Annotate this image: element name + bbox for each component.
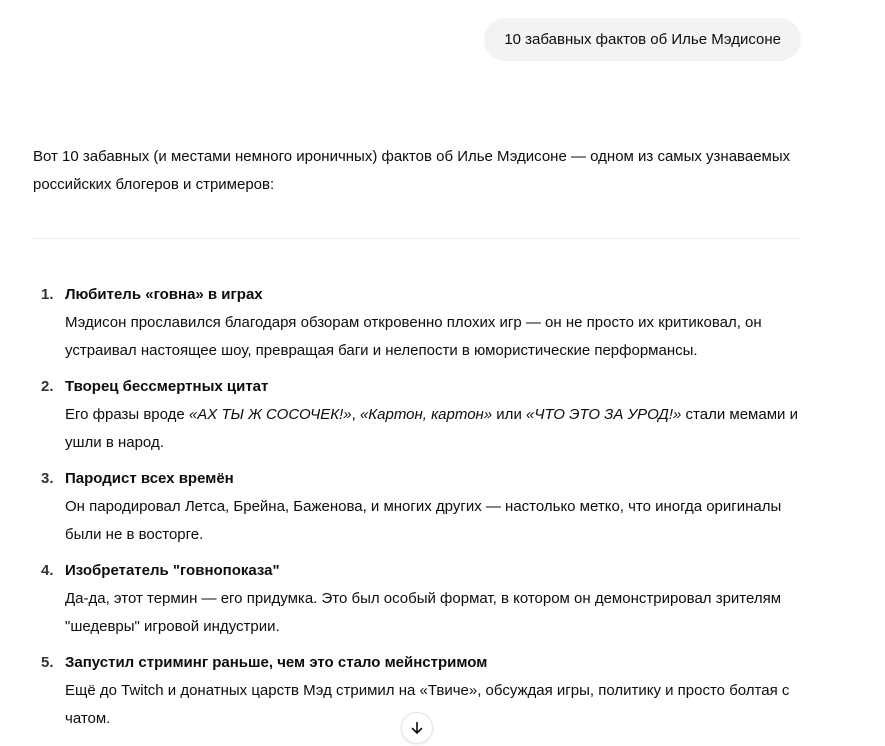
fact-item (33, 557, 803, 641)
user-message-text: 10 забавных фактов об Илье Мэдисоне (504, 31, 781, 48)
quote: «АХ ТЫ Ж СОСОЧЕК!» (188, 406, 352, 423)
assistant-intro: Вот 10 забавных (и местами немного ироничных) фактов об Илье Мэдисоне — одном из самых узнаваемых российских блогеров и стримеров: (33, 148, 791, 193)
user-message-bubble (484, 18, 801, 61)
fact-number: 4. (41, 562, 54, 579)
fact-title: Пародист всех времён (65, 470, 234, 487)
facts-list (33, 281, 803, 733)
fact-body: Мэдисон прославился благодаря обзорам откровенно плохих игр — он не просто их критиковал, он устраивал настоящее шоу, превращая баги и нелепости в юмористические перформансы. (65, 314, 762, 359)
fact-number: 3. (41, 470, 54, 487)
assistant-message (33, 143, 803, 741)
fact-body (65, 401, 803, 457)
fact-item (33, 281, 803, 365)
fact-body: Он пародировал Летса, Брейна, Баженова, и многих других — настолько метко, что иногда оригиналы были не в восторге. (65, 498, 782, 543)
divider (33, 238, 800, 239)
quote: «Картон, картон» (359, 406, 493, 423)
fact-number: 5. (41, 654, 54, 671)
fact-body-text: , (351, 406, 360, 423)
quote: «ЧТО ЭТО ЗА УРОД!» (526, 406, 682, 423)
fact-title: Изобретатель "говнопоказа" (65, 562, 280, 579)
fact-item (33, 373, 803, 457)
fact-body: Ещё до Twitch и донатных царств Мэд стримил на «Твиче», обсуждая игры, политику и просто болтая с чатом. (65, 682, 790, 727)
scroll-to-bottom-button[interactable] (401, 712, 433, 744)
fact-title: Творец бессмертных цитат (65, 378, 269, 395)
fact-title: Запустил стриминг раньше, чем это стало мейнстримом (65, 654, 488, 671)
fact-body-text: или (492, 406, 526, 423)
fact-number: 1. (41, 286, 54, 303)
fact-number: 2. (41, 378, 54, 395)
fact-title: Любитель «говна» в играх (65, 286, 263, 303)
fact-body-text: стали мемами и ушли в народ. (65, 406, 798, 451)
fact-body-text: Его фразы вроде (65, 406, 189, 423)
arrow-down-icon (409, 720, 425, 736)
fact-body: Да-да, этот термин — его придумка. Это был особый формат, в котором он демонстрировал зрителям "шедевры" игровой индустрии. (65, 590, 782, 635)
fact-item (33, 465, 803, 549)
